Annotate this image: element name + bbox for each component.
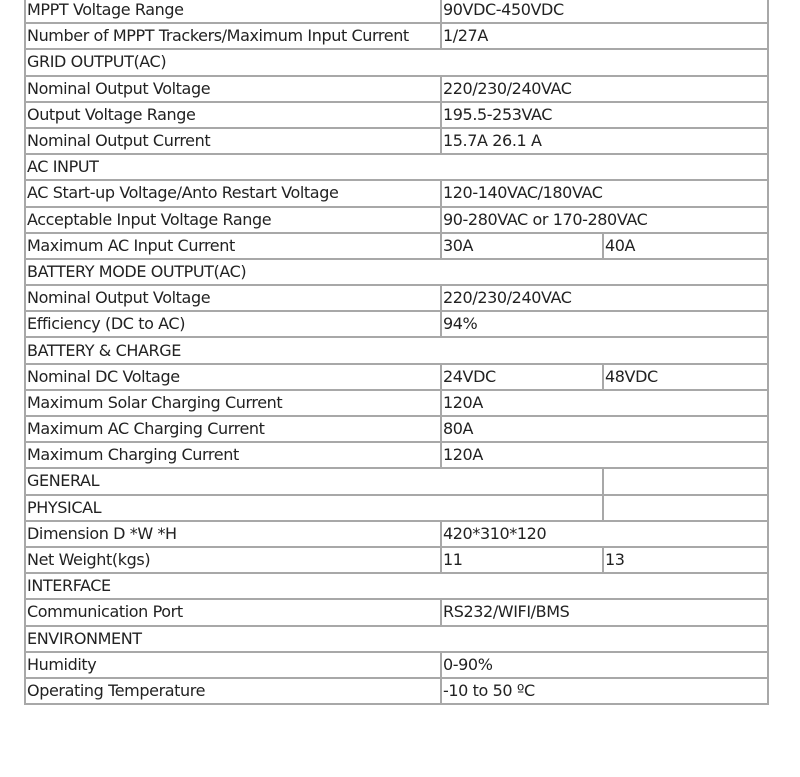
spec-value: 90VDC-450VDC — [441, 0, 768, 23]
section-header-row — [25, 259, 768, 285]
spec-label: Nominal DC Voltage — [25, 364, 441, 390]
spec-label: AC Start-up Voltage/Anto Restart Voltage — [25, 180, 441, 206]
spec-row — [25, 599, 768, 625]
section-header-row — [25, 573, 768, 599]
section-title: AC INPUT — [25, 154, 768, 180]
spec-label: Nominal Output Current — [25, 128, 441, 154]
section-title: BATTERY MODE OUTPUT(AC) — [25, 259, 768, 285]
spec-label: Nominal Output Voltage — [25, 285, 441, 311]
spec-label: Humidity — [25, 652, 441, 678]
spec-value: 220/230/240VAC — [441, 76, 768, 102]
spec-value-2: 40A — [603, 233, 768, 259]
spec-value: 15.7A 26.1 A — [441, 128, 768, 154]
spec-value: 80A — [441, 416, 768, 442]
spec-label: Maximum AC Input Current — [25, 233, 441, 259]
section-title: GRID OUTPUT(AC) — [25, 49, 768, 75]
spec-table — [24, 0, 769, 705]
spec-table-body — [25, 0, 768, 704]
spec-row — [25, 547, 768, 573]
spec-label: Maximum AC Charging Current — [25, 416, 441, 442]
spec-value: 0-90% — [441, 652, 768, 678]
spec-value-2: 13 — [603, 547, 768, 573]
spec-label: Dimension D *W *H — [25, 521, 441, 547]
spec-row — [25, 76, 768, 102]
spec-row — [25, 128, 768, 154]
spec-row — [25, 416, 768, 442]
spec-value: 120A — [441, 442, 768, 468]
spec-label: Number of MPPT Trackers/Maximum Input Current — [25, 23, 441, 49]
spec-row — [25, 0, 768, 23]
spec-row — [25, 207, 768, 233]
spec-value: 220/230/240VAC — [441, 285, 768, 311]
spec-label: Communication Port — [25, 599, 441, 625]
section-title: INTERFACE — [25, 573, 768, 599]
spec-value: 1/27A — [441, 23, 768, 49]
spec-value — [603, 468, 768, 494]
spec-value: 90-280VAC or 170-280VAC — [441, 207, 768, 233]
spec-value: 94% — [441, 311, 768, 337]
spec-row — [25, 23, 768, 49]
spec-row — [25, 390, 768, 416]
section-title: PHYSICAL — [25, 495, 603, 521]
spec-value: 120A — [441, 390, 768, 416]
spec-value: -10 to 50 ºC — [441, 678, 768, 704]
spec-value-1: 24VDC — [441, 364, 603, 390]
section-title: BATTERY & CHARGE — [25, 337, 768, 363]
spec-value: 195.5-253VAC — [441, 102, 768, 128]
section-header-row — [25, 626, 768, 652]
spec-row — [25, 102, 768, 128]
spec-value: 120-140VAC/180VAC — [441, 180, 768, 206]
spec-label: Efficiency (DC to AC) — [25, 311, 441, 337]
spec-label: Operating Temperature — [25, 678, 441, 704]
spec-row — [25, 285, 768, 311]
spec-label: Nominal Output Voltage — [25, 76, 441, 102]
section-title: GENERAL — [25, 468, 603, 494]
spec-row — [25, 364, 768, 390]
section-header-row — [25, 468, 768, 494]
spec-row — [25, 233, 768, 259]
spec-row — [25, 311, 768, 337]
spec-row — [25, 678, 768, 704]
spec-value-1: 30A — [441, 233, 603, 259]
section-header-row — [25, 337, 768, 363]
spec-label: Maximum Solar Charging Current — [25, 390, 441, 416]
spec-label: Net Weight(kgs) — [25, 547, 441, 573]
spec-label: MPPT Voltage Range — [25, 0, 441, 23]
spec-value: RS232/WIFI/BMS — [441, 599, 768, 625]
spec-value — [603, 495, 768, 521]
section-title: ENVIRONMENT — [25, 626, 768, 652]
spec-value-2: 48VDC — [603, 364, 768, 390]
spec-label: Output Voltage Range — [25, 102, 441, 128]
spec-label: Maximum Charging Current — [25, 442, 441, 468]
spec-row — [25, 521, 768, 547]
spec-value-1: 11 — [441, 547, 603, 573]
spec-value: 420*310*120 — [441, 521, 768, 547]
section-header-row — [25, 49, 768, 75]
spec-row — [25, 442, 768, 468]
spec-label: Acceptable Input Voltage Range — [25, 207, 441, 233]
spec-row — [25, 180, 768, 206]
section-header-row — [25, 495, 768, 521]
section-header-row — [25, 154, 768, 180]
spec-row — [25, 652, 768, 678]
